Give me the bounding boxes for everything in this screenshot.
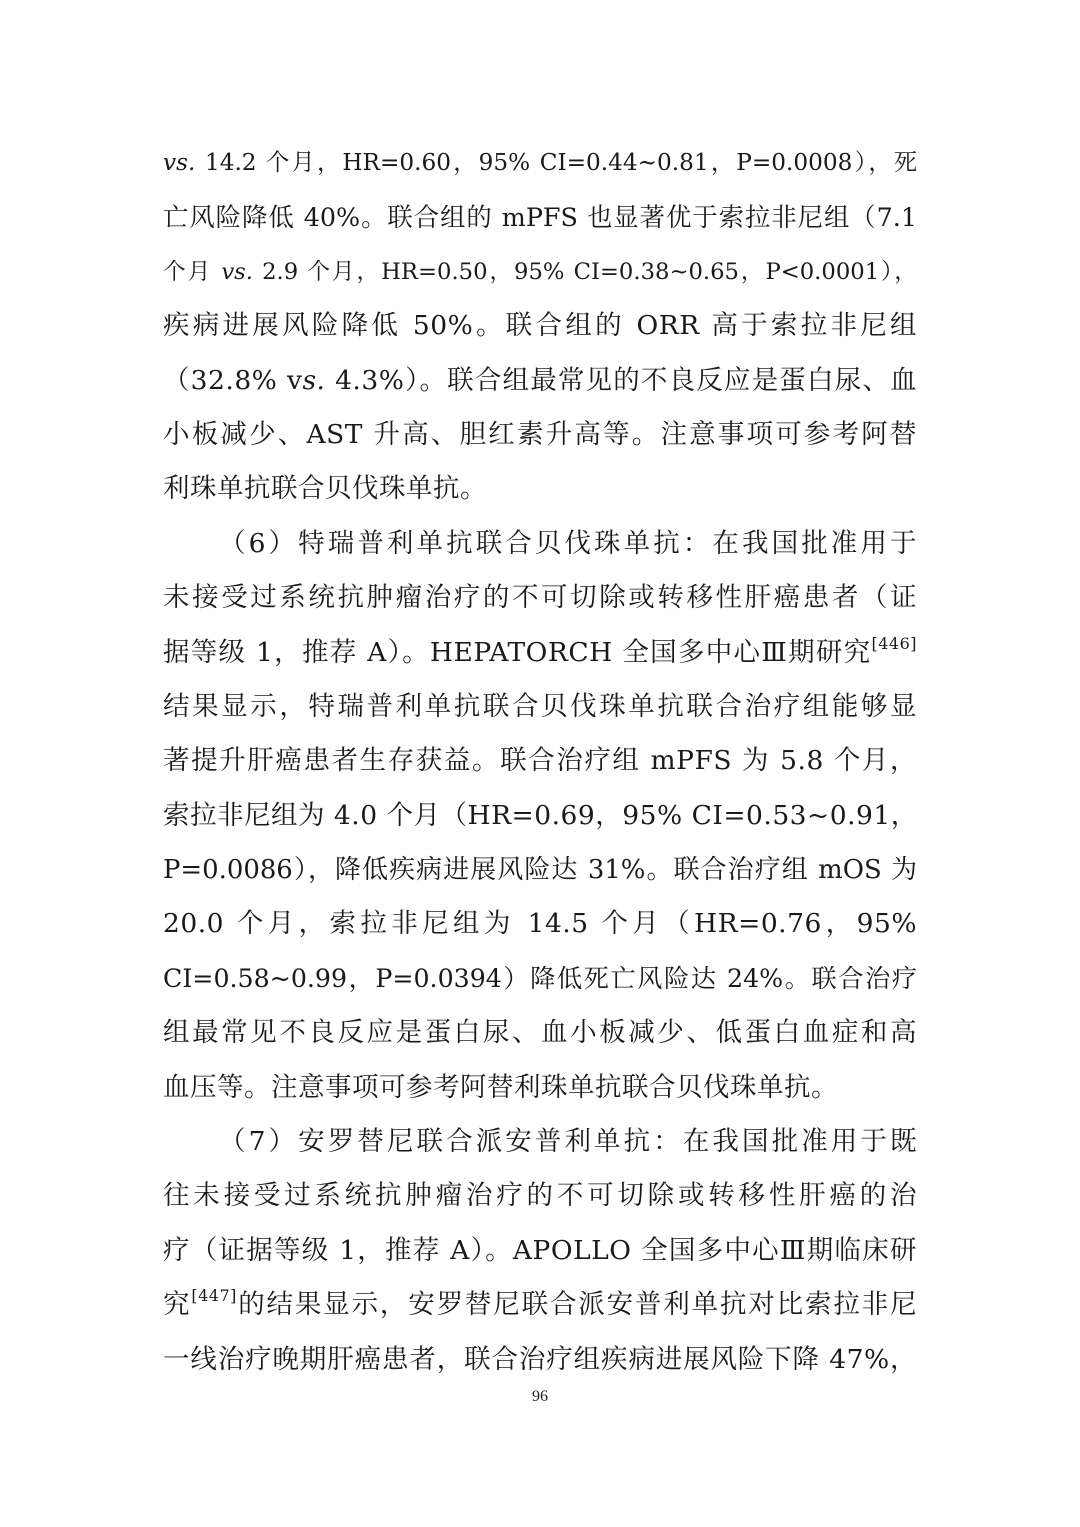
text-line: P=0.0086），降低疾病进展风险达 31%。联合治疗组 mOS 为 xyxy=(163,855,917,886)
text-line: 20.0 个月，索拉非尼组为 14.5 个月（HR=0.76，95% xyxy=(163,908,917,940)
text-line: 往未接受过系统抗肿瘤治疗的不可切除或转移性肝癌的治 xyxy=(163,1180,917,1212)
text-line: （7）安罗替尼联合派安普利单抗：在我国批准用于既 xyxy=(219,1126,917,1158)
text-line: 小板减少、AST 升高、胆红素升高等。注意事项可参考阿替 xyxy=(163,418,917,450)
body-text xyxy=(163,136,917,1387)
text-line xyxy=(163,136,917,190)
text-line: 著提升肝癌患者生存获益。联合治疗组 mPFS 为 5.8 个月， xyxy=(163,745,917,777)
text-line xyxy=(163,1278,917,1332)
text-line: 疾病进展风险降低 50%。联合组的 ORR 高于索拉非尼组 xyxy=(163,310,917,342)
text-run: 4.3%）。联合组最常见的不良反应是蛋白尿、血 xyxy=(325,364,917,396)
text-run: s. xyxy=(302,364,326,396)
text-run: 的结果显示，安罗替尼联合派安普利单抗对比索拉非尼 xyxy=(236,1289,918,1321)
text-run: （32.8% v xyxy=(163,364,303,396)
text-line: 一线治疗晚期肝癌患者，联合治疗组疾病进展风险下降 47%， xyxy=(163,1343,917,1375)
text-line: 组最常见不良反应是蛋白尿、血小板减少、低蛋白血症和高 xyxy=(163,1017,917,1049)
text-line: （6）特瑞普利单抗联合贝伐珠单抗：在我国批准用于 xyxy=(219,527,917,559)
text-line xyxy=(163,354,917,408)
text-line: CI=0.58~0.99，P=0.0394）降低死亡风险达 24%。联合治疗 xyxy=(163,963,917,993)
text-run: 据等级 1，推荐 A）。HEPATORCH 全国多中心Ⅲ期研究 xyxy=(163,636,872,668)
text-line: 利珠单抗联合贝伐珠单抗。 xyxy=(163,473,487,505)
text-run: 个月 xyxy=(163,258,222,285)
text-run: 2.9 个月，HR=0.50，95% CI=0.38~0.65，P<0.0001）， xyxy=(253,258,917,285)
citation-ref[interactable]: [446] xyxy=(871,633,917,653)
text-run: 究 xyxy=(163,1289,192,1321)
text-run: vs. xyxy=(221,258,253,285)
text-line: 亡风险降低 40%。联合组的 mPFS 也显著优于索拉非尼组（7.1 xyxy=(163,202,917,233)
text-run: 14.2 个月，HR=0.60，95% CI=0.44~0.81，P=0.0008），死 xyxy=(195,149,917,176)
text-line: 结果显示，特瑞普利单抗联合贝伐珠单抗联合治疗组能够显 xyxy=(163,690,917,722)
text-run: vs. xyxy=(163,149,196,176)
text-line: 未接受过系统抗肿瘤治疗的不可切除或转移性肝癌患者（证 xyxy=(163,582,917,614)
citation-ref[interactable]: [447] xyxy=(191,1286,237,1306)
text-line: 血压等。注意事项可参考阿替利珠单抗联合贝伐珠单抗。 xyxy=(163,1071,838,1103)
text-line: 索拉非尼组为 4.0 个月（HR=0.69，95% CI=0.53~0.91， xyxy=(163,799,918,831)
text-line xyxy=(163,245,917,299)
text-line xyxy=(163,626,917,680)
text-line: 疗（证据等级 1，推荐 A）。APOLLO 全国多中心Ⅲ期临床研 xyxy=(163,1234,917,1266)
page-number: 96 xyxy=(532,1388,548,1405)
